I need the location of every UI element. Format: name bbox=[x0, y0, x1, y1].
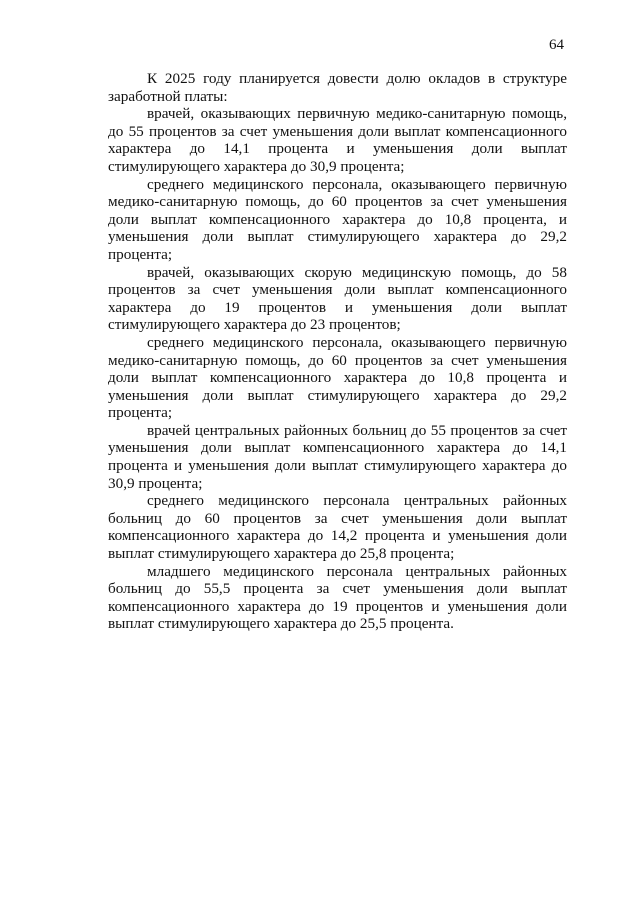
list-item-nurses-primary-care: среднего медицинского персонала, оказывающего первичную медико-санитарную помощь, до 60 процентов за счет уменьшения доли выплат компенсационного характера до 10,8 процента, и уменьшения доли выплат стимулирующего характера до 29,2 процента; bbox=[108, 175, 567, 263]
list-item-doctors-district-hospitals: врачей центральных районных больниц до 55 процентов за счет уменьшения доли выплат компенсационного характера до 14,1 процента и уменьшения доли выплат стимулирующего характера до 30,9 процента; bbox=[108, 421, 567, 492]
list-item-junior-staff-district-hospitals: младшего медицинского персонала центральных районных больниц до 55,5 процента за счет уменьшения доли выплат компенсационного характера до 19 процентов и уменьшения доли выплат стимулирующего характера до 25,5 процента. bbox=[108, 562, 567, 633]
intro-paragraph: К 2025 году планируется довести долю окладов в структуре заработной платы: bbox=[108, 70, 567, 105]
document-body bbox=[108, 70, 567, 633]
list-item-doctors-primary-care: врачей, оказывающих первичную медико-санитарную помощь, до 55 процентов за счет уменьшения доли выплат компенсационного характера до 14,1 процента и уменьшения доли выплат стимулирующего характера до 30,9 процента; bbox=[108, 105, 567, 175]
page-number: 64 bbox=[549, 37, 564, 53]
list-item-nurses-primary-care-repeat: среднего медицинского персонала, оказывающего первичную медико-санитарную помощь, до 60 процентов за счет уменьшения доли выплат компенсационного характера до 10,8 процента и уменьшения доли выплат стимулирующего характера до 29,2 процента; bbox=[108, 333, 567, 422]
list-item-doctors-emergency-care: врачей, оказывающих скорую медицинскую помощь, до 58 процентов за счет уменьшения доли выплат компенсационного характера до 19 процентов и уменьшения доли выплат стимулирующего характера до 23 процентов; bbox=[108, 263, 567, 334]
list-item-nurses-district-hospitals: среднего медицинского персонала центральных районных больниц до 60 процентов за счет уменьшения доли выплат компенсационного характера до 14,2 процента и уменьшения доли выплат стимулирующего характера до 25,8 процента; bbox=[108, 492, 567, 563]
